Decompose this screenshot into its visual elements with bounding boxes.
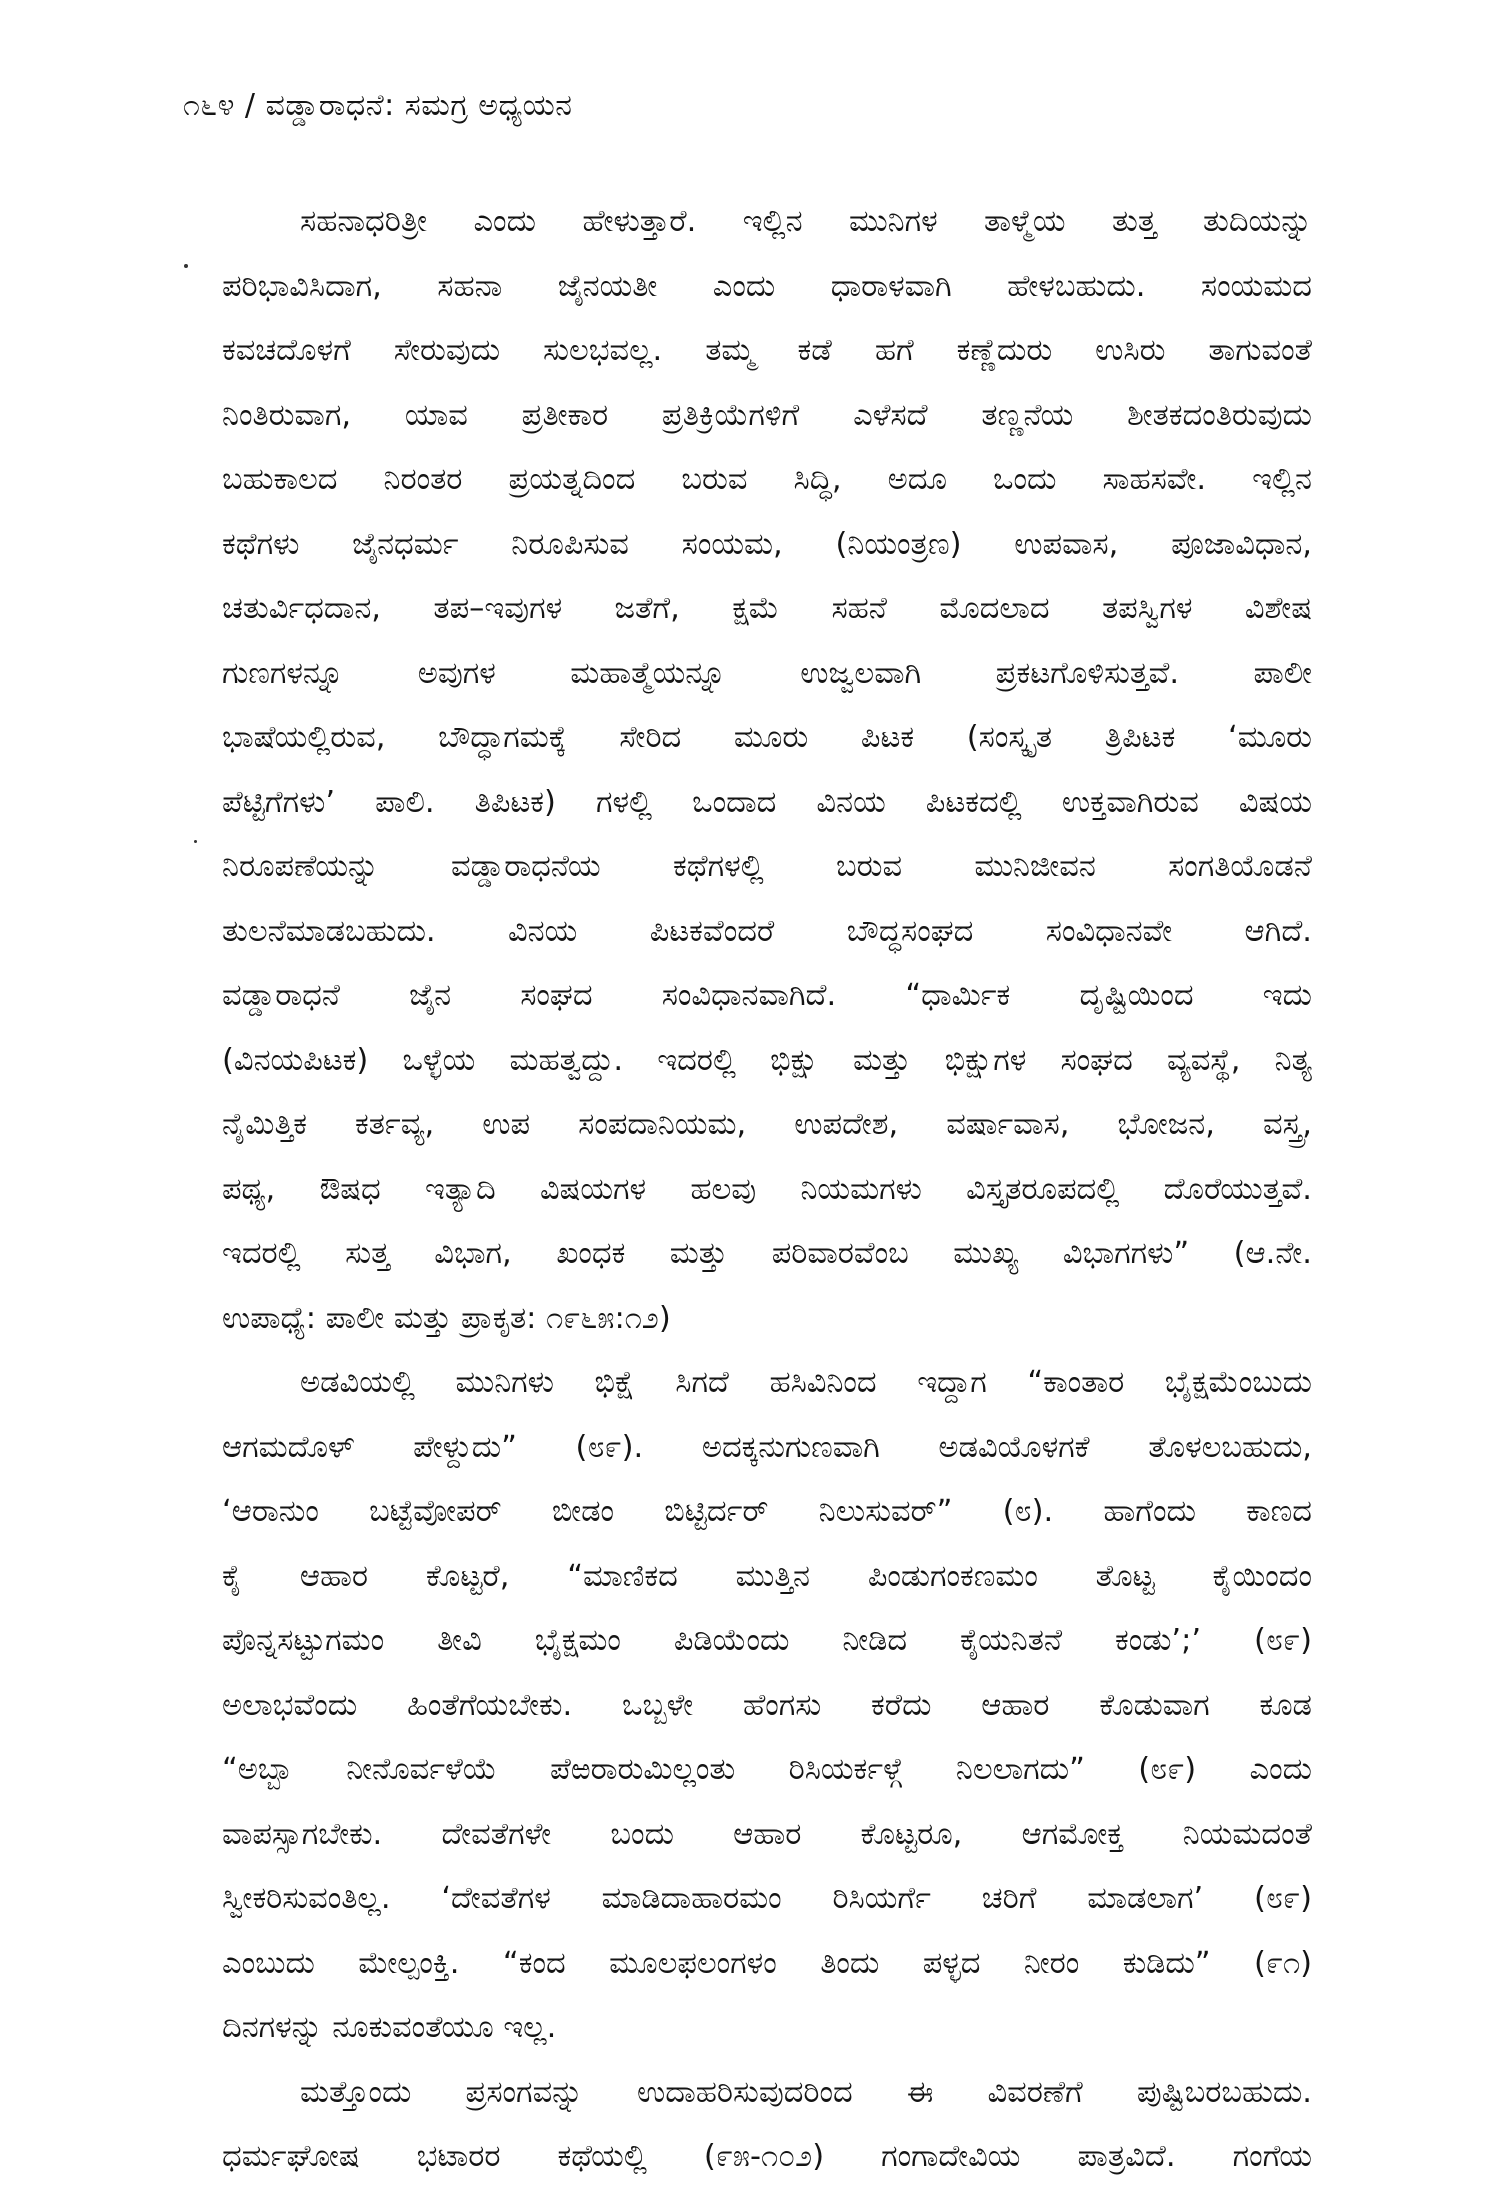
text-line: “ಅಬ್ಬಾ ನೀನೊರ್ವಳೆಯೆ ಪೆಱರಾರುಮಿಲ್ಲಂತು ರಿಸಿಯರ್ಕಳ್ಗೆ ನಿಲಲಾಗದು” (೮೯) ಎಂದು <box>222 1752 1312 1787</box>
text-line: ಭಾಷೆಯಲ್ಲಿರುವ, ಬೌದ್ಧಾಗಮಕ್ಕೆ ಸೇರಿದ ಮೂರು ಪಿಟಕ (ಸಂಸ್ಕೃತ ತ್ರಿಪಿಟಕ ‘ಮೂರು <box>222 720 1312 755</box>
text-line: ಅಡವಿಯಲ್ಲಿ ಮುನಿಗಳು ಭಿಕ್ಷೆ ಸಿಗದೆ ಹಸಿವಿನಿಂದ ಇದ್ದಾಗ “ಕಾಂತಾರ ಭೈಕ್ಷಮೆಂಬುದು <box>300 1365 1312 1400</box>
text-line: ಪರಿಭಾವಿಸಿದಾಗ, ಸಹನಾ ಜೈನಯತೀ ಎಂದು ಧಾರಾಳವಾಗಿ ಹೇಳಬಹುದು. ಸಂಯಮದ <box>222 268 1312 304</box>
text-line: ಮತ್ತೊಂದು ಪ್ರಸಂಗವನ್ನು ಉದಾಹರಿಸುವುದರಿಂದ ಈ ವಿವರಣೆಗೆ ಪುಷ್ಟಿಬರಬಹುದು. <box>300 2074 1312 2110</box>
text-line: ಇದರಲ್ಲಿ ಸುತ್ತ ವಿಭಾಗ, ಖಂಧಕ ಮತ್ತು ಪರಿವಾರವೆಂಬ ಮುಖ್ಯ ವಿಭಾಗಗಳು” (ಆ.ನೇ. <box>222 1236 1312 1271</box>
text-line: ಗುಣಗಳನ್ನೂ ಅವುಗಳ ಮಹಾತ್ಮೆಯನ್ನೂ ಉಜ್ವಲವಾಗಿ ಪ್ರಕಟಗೊಳಿಸುತ್ತವೆ. ಪಾಲೀ <box>222 655 1312 691</box>
text-line: ಧರ್ಮಘೋಷ ಭಟಾರರ ಕಥೆಯಲ್ಲಿ (೯೫-೧೦೨) ಗಂಗಾದೇವಿಯ ಪಾತ್ರವಿದೆ. ಗಂಗೆಯ <box>222 2139 1312 2174</box>
text-line: ವಡ್ಡಾರಾಧನೆ ಜೈನ ಸಂಘದ ಸಂವಿಧಾನವಾಗಿದೆ. “ಧಾರ್ಮಿಕ ದೃಷ್ಟಿಯಿಂದ ಇದು <box>222 978 1312 1013</box>
text-line: ನಿರೂಪಣೆಯನ್ನು ವಡ್ಡಾರಾಧನೆಯ ಕಥೆಗಳಲ್ಲಿ ಬರುವ ಮುನಿಜೀವನ ಸಂಗತಿಯೊಡನೆ <box>222 849 1312 884</box>
text-line: ‘ಆರಾನುಂ ಬಟ್ಟೆವೋಪರ್ ಬೀಡಂ ಬಿಟ್ಟಿರ್ದರ್ ನಿಲುಸುವರ್” (೮). ಹಾಗೆಂದು ಕಾಣದ <box>222 1494 1312 1529</box>
text-line: ಕವಚದೊಳಗೆ ಸೇರುವುದು ಸುಲಭವಲ್ಲ. ತಮ್ಮ ಕಡೆ ಹಗೆ ಕಣ್ಣೆದುರು ಉಸಿರು ತಾಗುವಂತೆ <box>222 333 1312 368</box>
text-line: ತುಲನೆಮಾಡಬಹುದು. ವಿನಯ ಪಿಟಕವೆಂದರೆ ಬೌದ್ಧಸಂಘದ ಸಂವಿಧಾನವೇ ಆಗಿದೆ. <box>222 913 1312 949</box>
page-title: ೧೬೪ / ವಡ್ಡಾರಾಧನೆ: ಸಮಗ್ರ ಅಧ್ಯಯನ <box>183 88 573 123</box>
text-line: ನೈಮಿತ್ತಿಕ ಕರ್ತವ್ಯ, ಉಪ ಸಂಪದಾನಿಯಮ, ಉಪದೇಶ, ವರ್ಷಾವಾಸ, ಭೋಜನ, ವಸ್ತ್ರ, <box>222 1107 1312 1142</box>
margin-speck <box>194 840 197 843</box>
text-line: ಅಲಾಭವೆಂದು ಹಿಂತೆಗೆಯಬೇಕು. ಒಬ್ಬಳೇ ಹೆಂಗಸು ಕರೆದು ಆಹಾರ ಕೊಡುವಾಗ ಕೂಡ <box>222 1687 1312 1723</box>
paragraph <box>222 2061 1312 2190</box>
text-line: ಪೊನ್ನಸಟ್ಟುಗಮಂ ತೀವಿ ಭೈಕ್ಷಮಂ ಪಿಡಿಯೆಂದು ನೀಡಿದ ಕೈಯನಿತನೆ ಕಂಡು’;’ (೮೯) <box>222 1623 1312 1658</box>
text-line: ಕೈ ಆಹಾರ ಕೊಟ್ಟರೆ, “ಮಾಣಿಕದ ಮುತ್ತಿನ ಪಿಂಡುಗಂಕಣಮಂ ತೊಟ್ಟ ಕೈಯಿಂದಂ <box>222 1558 1312 1594</box>
text-line: ನಿಂತಿರುವಾಗ, ಯಾವ ಪ್ರತೀಕಾರ ಪ್ರತಿಕ್ರಿಯೆಗಳಿಗೆ ಎಳೆಸದೆ ತಣ್ಣನೆಯ ಶೀತಕದಂತಿರುವುದು <box>222 397 1312 433</box>
text-line: ಆಗಮದೊಳ್ ಪೇಳ್ದುದು” (೮೯). ಅದಕ್ಕನುಗುಣವಾಗಿ ಅಡವಿಯೊಳಗಕೆ ತೊಳಲಬಹುದು, <box>222 1429 1312 1465</box>
page-header <box>183 88 572 123</box>
text-line: (ವಿನಯಪಿಟಕ) ಒಳ್ಳೆಯ ಮಹತ್ವದ್ದು. ಇದರಲ್ಲಿ ಭಿಕ್ಷು ಮತ್ತು ಭಿಕ್ಷುಗಳ ಸಂಘದ ವ್ಯವಸ್ಥೆ, ನಿತ್ಯ <box>222 1042 1312 1078</box>
text-line: ಪೆಟ್ಟಿಗೆಗಳು’ ಪಾಲಿ. ತಿಪಿಟಕ) ಗಳಲ್ಲಿ ಒಂದಾದ ವಿನಯ ಪಿಟಕದಲ್ಲಿ ಉಕ್ತವಾಗಿರುವ ವಿಷಯ <box>222 784 1312 820</box>
text-line: ಸ್ವೀಕರಿಸುವಂತಿಲ್ಲ. ‘ದೇವತೆಗಳ ಮಾಡಿದಾಹಾರಮಂ ರಿಸಿಯರ್ಗೆ ಚರಿಗೆ ಮಾಡಲಾಗ’ (೮೯) <box>222 1881 1312 1916</box>
text-line: ಎಂಬುದು ಮೇಲ್ಪಂಕ್ತಿ. “ಕಂದ ಮೂಲಫಲಂಗಳಂ ತಿಂದು ಪಳ್ಳದ ನೀರಂ ಕುಡಿದು” (೯೧) <box>222 1945 1312 1981</box>
text-line: ಕಥೆಗಳು ಜೈನಧರ್ಮ ನಿರೂಪಿಸುವ ಸಂಯಮ, (ನಿಯಂತ್ರಣ) ಉಪವಾಸ, ಪೂಜಾವಿಧಾನ, <box>222 526 1312 562</box>
body-text <box>222 190 1312 2190</box>
text-line: ಉಪಾಧ್ಯೆ: ಪಾಲೀ ಮತ್ತು ಪ್ರಾಕೃತ: ೧೯೬೫:೧೨) <box>222 1300 671 1336</box>
text-line: ವಾಪಸ್ಸಾಗಬೇಕು. ದೇವತೆಗಳೇ ಬಂದು ಆಹಾರ ಕೊಟ್ಟರೂ, ಆಗಮೋಕ್ತ ನಿಯಮದಂತೆ <box>222 1816 1312 1852</box>
text-line: ಪಥ್ಯ, ಔಷಧ ಇತ್ಯಾದಿ ವಿಷಯಗಳ ಹಲವು ನಿಯಮಗಳು ವಿಸ್ತೃತರೂಪದಲ್ಲಿ ದೊರೆಯುತ್ತವೆ. <box>222 1171 1312 1207</box>
paragraph <box>222 1351 1312 2061</box>
text-line: ದಿನಗಳನ್ನು ನೂಕುವಂತೆಯೂ ಇಲ್ಲ. <box>222 2010 557 2045</box>
margin-speck <box>184 264 188 268</box>
text-line: ಸಹನಾಧರಿತ್ರೀ ಎಂದು ಹೇಳುತ್ತಾರೆ. ಇಲ್ಲಿನ ಮುನಿಗಳ ತಾಳ್ಮೆಯ ತುತ್ತ ತುದಿಯನ್ನು <box>300 204 1312 239</box>
text-line: ಚತುರ್ವಿಧದಾನ, ತಪ–ಇವುಗಳ ಜತೆಗೆ, ಕ್ಷಮೆ ಸಹನೆ ಮೊದಲಾದ ತಪಸ್ವಿಗಳ ವಿಶೇಷ <box>222 591 1312 626</box>
paragraph <box>222 190 1312 1351</box>
text-line: ಬಹುಕಾಲದ ನಿರಂತರ ಪ್ರಯತ್ನದಿಂದ ಬರುವ ಸಿದ್ಧಿ, ಅದೂ ಒಂದು ಸಾಹಸವೇ. ಇಲ್ಲಿನ <box>222 462 1312 497</box>
